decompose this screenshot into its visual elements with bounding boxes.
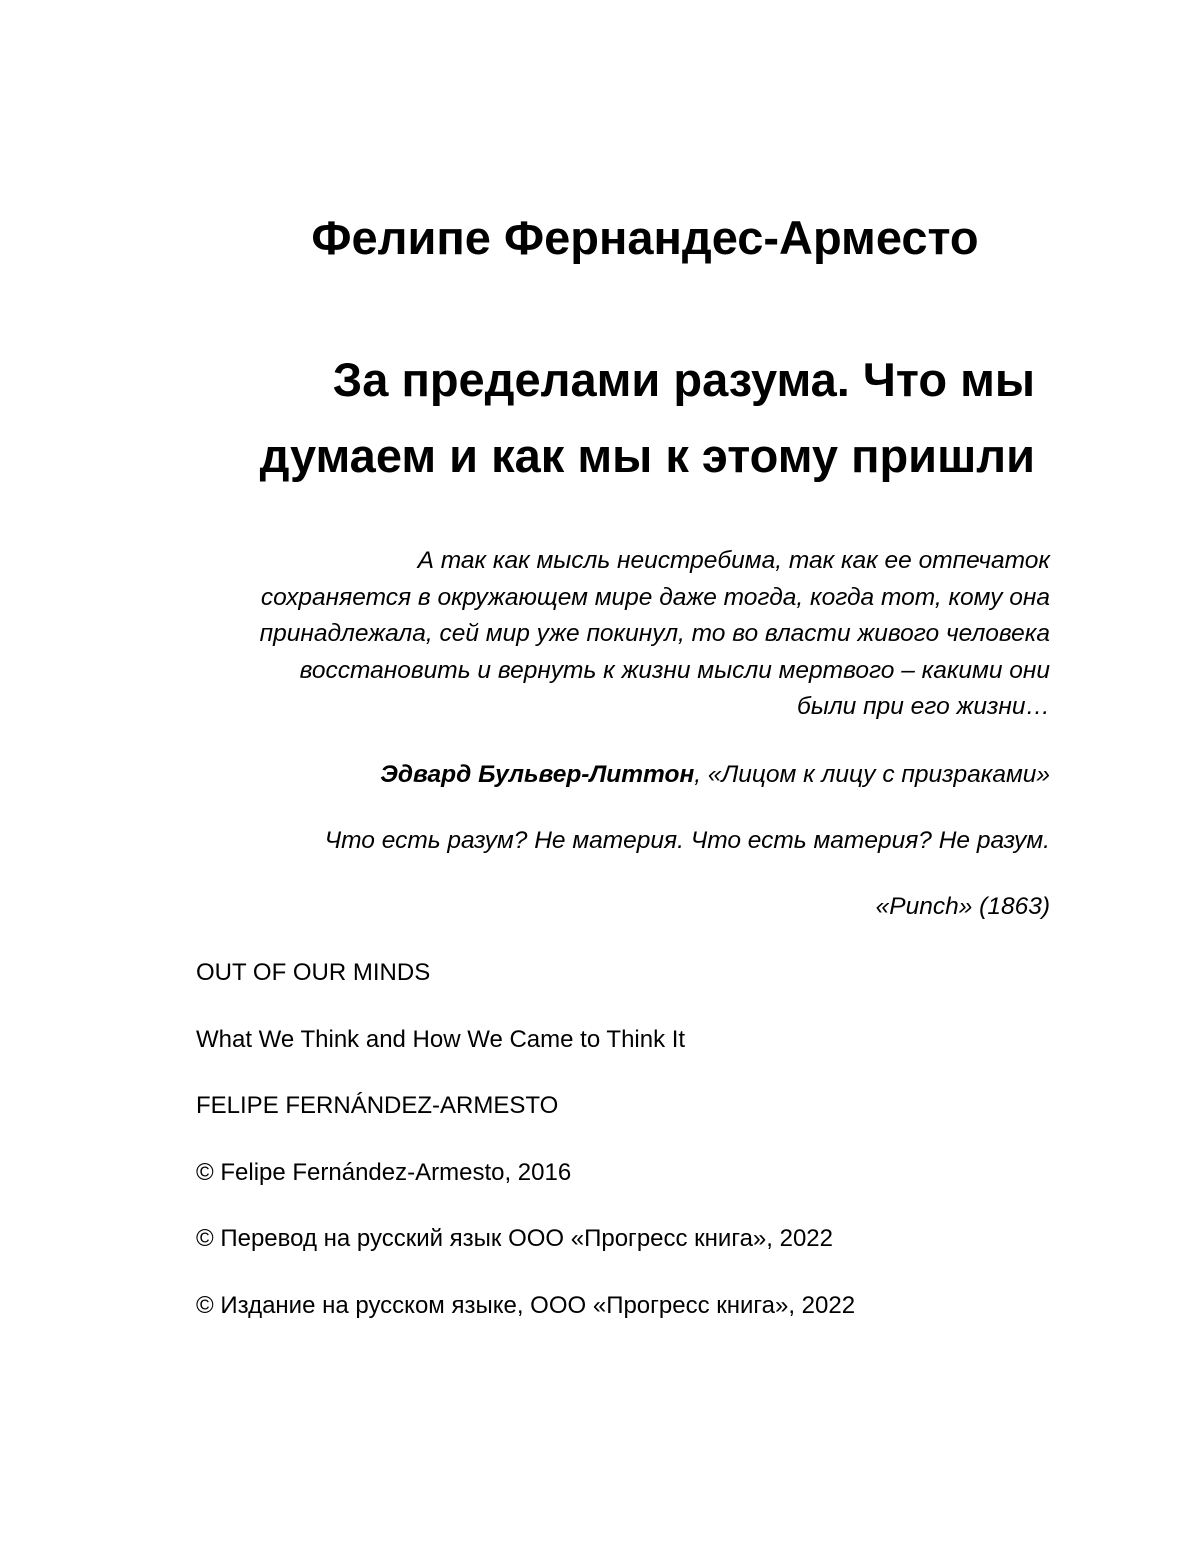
book-title — [160, 342, 1035, 494]
book-title-line: думаем и как мы к этому пришли — [259, 429, 1035, 482]
original-author: FELIPE FERNÁNDEZ-ARMESTO — [196, 1092, 559, 1119]
copyright-block — [196, 955, 1096, 1354]
epigraph-line: А так как мысль неистребима, так как ее отпечаток — [417, 547, 1050, 574]
original-title: OUT OF OUR MINDS — [196, 959, 431, 986]
epigraph-work: , «Лицом к лицу с призраками» — [694, 761, 1050, 788]
second-epigraph-source: «Punch» (1863) — [875, 893, 1050, 920]
copyright-line: © Издание на русском языке, ООО «Прогресс книга», 2022 — [196, 1291, 856, 1319]
epigraph-line: восстановить и вернуть к жизни мысли мертвого – какими они — [299, 656, 1050, 684]
epigraph-quote — [160, 543, 1050, 726]
epigraph-line: принадлежала, сей мир уже покинул, то во власти живого человека — [259, 620, 1050, 647]
copyright-line: © Felipe Fernández-Armesto, 2016 — [196, 1158, 572, 1186]
epigraph-attribution — [160, 757, 1050, 793]
second-epigraph-quote: Что есть разум? Не материя. Что есть материя? Не разум. — [324, 827, 1050, 854]
copyright-line: © Перевод на русский язык ООО «Прогресс книга», 2022 — [196, 1225, 833, 1252]
original-subtitle: What We Think and How We Came to Think It — [196, 1025, 686, 1053]
epigraph-line: сохраняется в окружающем мире даже тогда, когда тот, кому она — [260, 583, 1050, 611]
epigraph-line: были при его жизни… — [797, 693, 1050, 720]
author-name: Фелипе Фернандес-Арместо — [311, 211, 979, 264]
epigraph-author: Эдвард Бульвер-Литтон — [380, 761, 695, 788]
book-title-line: За пределами разума. Что мы — [332, 353, 1035, 406]
